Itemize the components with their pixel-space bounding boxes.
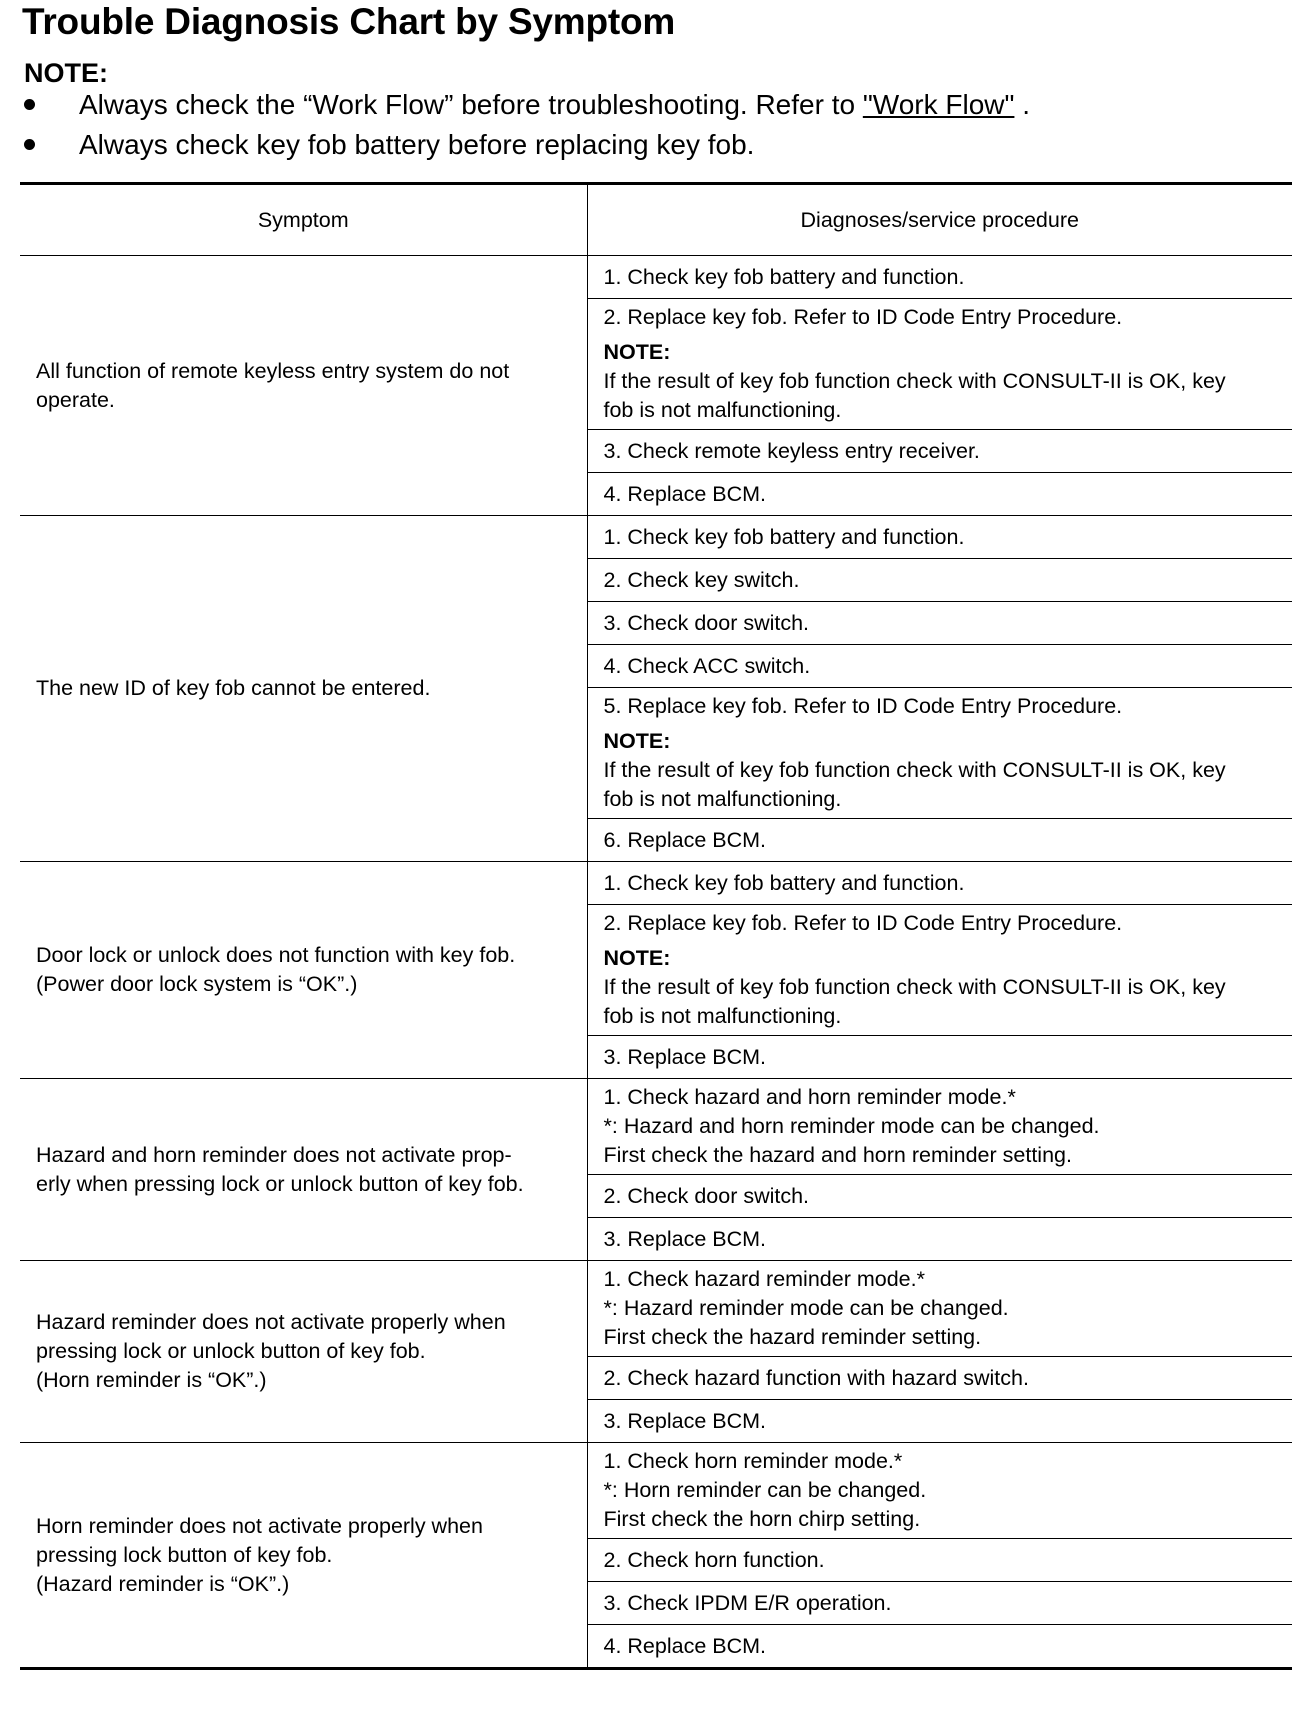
procedure-step-text: 1. Check hazard reminder mode.* [603, 1267, 925, 1291]
symptom-cell [20, 1261, 587, 1443]
procedure-step-text: 2. Check key switch. [603, 567, 800, 592]
procedure-step-text: 1. Check hazard and horn reminder mode.* [603, 1085, 1016, 1109]
note-item-work-flow [24, 88, 1030, 122]
step-note-text: fob is not malfunctioning. [603, 1004, 842, 1028]
symptom-line: Door lock or unlock does not function with key fob. [36, 943, 516, 967]
symptom-line: (Power door lock system is “OK”.) [36, 972, 358, 996]
procedure-step-cell [587, 1443, 1292, 1539]
procedure-step-cell [587, 905, 1292, 1036]
table-header-row [20, 184, 1292, 256]
procedure-step-cell [587, 862, 1292, 905]
table-row [20, 1261, 1292, 1357]
procedure-step-text: 4. Replace BCM. [603, 481, 767, 506]
table-row [20, 1079, 1292, 1175]
procedure-step-cell [587, 645, 1292, 688]
procedure-step-cell [587, 559, 1292, 602]
bullet-icon [24, 99, 35, 110]
table-body [20, 256, 1292, 1669]
procedure-step-cell [587, 1261, 1292, 1357]
symptom-line: operate. [36, 387, 115, 412]
procedure-step-text: 6. Replace BCM. [603, 827, 767, 852]
procedure-step-cell [587, 473, 1292, 516]
procedure-step-cell [587, 430, 1292, 473]
procedure-step-cell [587, 1539, 1292, 1582]
step-note-text: fob is not malfunctioning. [603, 398, 842, 422]
note-heading: NOTE: [24, 58, 108, 88]
column-header-symptom: Symptom [20, 184, 587, 256]
procedure-step-text: 3. Check door switch. [603, 610, 810, 635]
symptom-line: All function of remote keyless entry system do not [36, 358, 510, 383]
procedure-step-cell [587, 1400, 1292, 1443]
procedure-step-cell [587, 602, 1292, 645]
step-note-label: NOTE: [603, 729, 671, 753]
procedure-step-cell [587, 516, 1292, 559]
procedure-step-detail: *: Hazard reminder mode can be changed. [603, 1296, 1009, 1320]
procedure-step-text: 1. Check horn reminder mode.* [603, 1449, 903, 1473]
symptom-line: erly when pressing lock or unlock button of key fob. [36, 1171, 524, 1196]
procedure-step-detail: *: Hazard and horn reminder mode can be changed. [603, 1114, 1100, 1138]
step-note-label: NOTE: [603, 340, 671, 364]
diagnosis-table [20, 182, 1292, 1670]
column-header-procedure: Diagnoses/service procedure [587, 184, 1292, 256]
symptom-cell [20, 862, 587, 1079]
symptom-cell [20, 256, 587, 516]
procedure-step-text: 4. Check ACC switch. [603, 653, 811, 678]
note-text: Always check key fob battery before replacing key fob. [79, 129, 755, 160]
procedure-step-cell [587, 1036, 1292, 1079]
symptom-line: The new ID of key fob cannot be entered. [36, 676, 431, 700]
symptom-line: Horn reminder does not activate properly when [36, 1513, 483, 1538]
procedure-step-cell [587, 1357, 1292, 1400]
step-note-text: If the result of key fob function check with CONSULT-II is OK, key [603, 758, 1226, 782]
symptom-line: Hazard and horn reminder does not activate prop- [36, 1142, 512, 1167]
procedure-step-text: 2. Check door switch. [603, 1183, 810, 1208]
procedure-step-text: 1. Check key fob battery and function. [603, 264, 965, 289]
procedure-step-text: 2. Replace key fob. Refer to ID Code Entry Procedure. [603, 305, 1123, 329]
procedure-step-text: 2. Check hazard function with hazard switch. [603, 1365, 1029, 1390]
procedure-step-text: 2. Replace key fob. Refer to ID Code Entry Procedure. [603, 911, 1123, 935]
table-row [20, 1443, 1292, 1539]
step-note-label: NOTE: [603, 946, 671, 970]
symptom-line: (Hazard reminder is “OK”.) [36, 1571, 290, 1596]
symptom-line: pressing lock or unlock button of key fob. [36, 1339, 426, 1363]
symptom-line: Hazard reminder does not activate properly when [36, 1310, 506, 1334]
symptom-cell [20, 1443, 587, 1669]
procedure-step-text: 3. Replace BCM. [603, 1226, 767, 1251]
work-flow-link[interactable]: "Work Flow" [862, 89, 1015, 120]
symptom-cell [20, 1079, 587, 1261]
procedure-step-detail: First check the hazard and horn reminder setting. [603, 1143, 1072, 1167]
procedure-step-text: 4. Replace BCM. [603, 1633, 767, 1658]
table-row [20, 862, 1292, 905]
procedure-step-cell [587, 1175, 1292, 1218]
procedure-step-detail: First check the hazard reminder setting. [603, 1325, 982, 1349]
procedure-step-text: 1. Check key fob battery and function. [603, 524, 965, 549]
symptom-line: pressing lock button of key fob. [36, 1542, 333, 1567]
table-row [20, 516, 1292, 559]
step-note-text: fob is not malfunctioning. [603, 787, 842, 811]
table-row [20, 256, 1292, 299]
procedure-step-cell [587, 1218, 1292, 1261]
page-title: Trouble Diagnosis Chart by Symptom [22, 1, 676, 42]
bullet-icon [24, 139, 35, 150]
procedure-step-cell [587, 1582, 1292, 1625]
procedure-step-text: 5. Replace key fob. Refer to ID Code Entry Procedure. [603, 694, 1123, 718]
note-text: Always check the “Work Flow” before troubleshooting. Refer to [79, 89, 863, 120]
procedure-step-cell [587, 299, 1292, 430]
procedure-step-text: 1. Check key fob battery and function. [603, 870, 965, 895]
procedure-step-text: 3. Check IPDM E/R operation. [603, 1590, 892, 1615]
procedure-step-cell [587, 819, 1292, 862]
procedure-step-detail: First check the horn chirp setting. [603, 1507, 921, 1531]
step-note-text: If the result of key fob function check with CONSULT-II is OK, key [603, 369, 1226, 393]
procedure-step-text: 3. Replace BCM. [603, 1408, 767, 1433]
procedure-step-detail: *: Horn reminder can be changed. [603, 1478, 927, 1502]
procedure-step-text: 3. Replace BCM. [603, 1044, 767, 1069]
note-item-key-fob-battery [24, 128, 754, 162]
symptom-cell [20, 516, 587, 862]
procedure-step-text: 2. Check horn function. [603, 1547, 825, 1572]
step-note-text: If the result of key fob function check with CONSULT-II is OK, key [603, 975, 1226, 999]
procedure-step-cell [587, 256, 1292, 299]
note-text-end: . [1014, 89, 1030, 120]
procedure-step-cell [587, 1625, 1292, 1669]
symptom-line: (Horn reminder is “OK”.) [36, 1368, 267, 1392]
procedure-step-text: 3. Check remote keyless entry receiver. [603, 438, 980, 463]
procedure-step-cell [587, 1079, 1292, 1175]
procedure-step-cell [587, 688, 1292, 819]
